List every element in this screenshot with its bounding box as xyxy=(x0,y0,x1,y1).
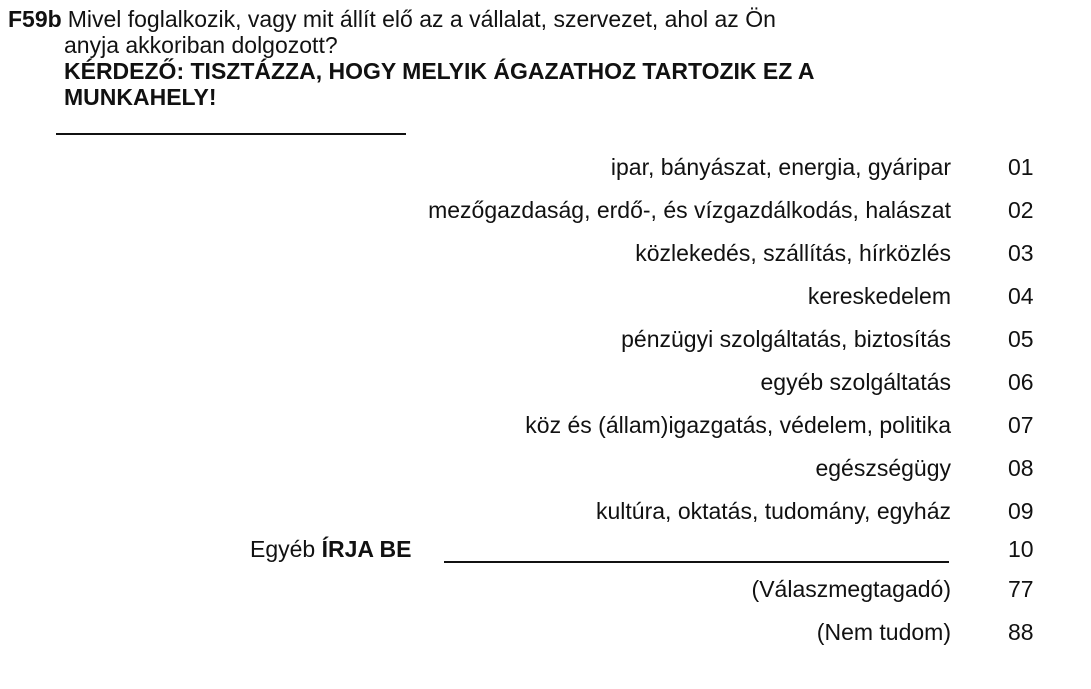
option-label-01: ipar, bányászat, energia, gyáripar xyxy=(610,154,951,180)
option-label-05: pénzügyi szolgáltatás, biztosítás xyxy=(621,326,951,352)
option-label-04: kereskedelem xyxy=(807,283,951,309)
option-label-09: kultúra, oktatás, tudomány, egyház xyxy=(596,498,951,524)
question-id: F59b xyxy=(8,6,62,32)
write-in-line[interactable] xyxy=(444,561,949,563)
option-code-01[interactable]: 01 xyxy=(1008,154,1034,180)
option-code-03[interactable]: 03 xyxy=(1008,240,1034,266)
option-code-10[interactable]: 10 xyxy=(1008,536,1034,562)
option-code-06[interactable]: 06 xyxy=(1008,369,1034,395)
dont-know-label: (Nem tudom) xyxy=(816,619,951,645)
interviewer-instruction-2: MUNKAHELY! xyxy=(64,84,217,110)
option-label-02: mezőgazdaság, erdő-, és vízgazdálkodás, halászat xyxy=(428,197,951,223)
option-code-02[interactable]: 02 xyxy=(1008,197,1034,223)
option-code-77[interactable]: 77 xyxy=(1008,576,1034,602)
option-label-06: egyéb szolgáltatás xyxy=(760,369,951,395)
question-text-2: anyja akkoriban dolgozott? xyxy=(64,32,338,58)
option-code-08[interactable]: 08 xyxy=(1008,455,1034,481)
question-header xyxy=(8,6,1068,110)
option-label-03: közlekedés, szállítás, hírközlés xyxy=(635,240,951,266)
other-label: Egyéb xyxy=(250,536,316,562)
interviewer-instruction-1: KÉRDEZŐ: TISZTÁZZA, HOGY MELYIK ÁGAZATHOZ TARTOZIK EZ A xyxy=(64,58,815,84)
option-code-05[interactable]: 05 xyxy=(1008,326,1034,352)
option-code-04[interactable]: 04 xyxy=(1008,283,1034,309)
refusal-label: (Válaszmegtagadó) xyxy=(751,576,951,602)
question-line-1 xyxy=(8,6,1068,32)
option-code-88[interactable]: 88 xyxy=(1008,619,1034,645)
option-label-07: köz és (állam)igazgatás, védelem, politika xyxy=(525,412,951,438)
other-option xyxy=(250,535,412,563)
question-text-1: Mivel foglalkozik, vagy mit állít elő az a vállalat, szervezet, ahol az Ön xyxy=(67,6,776,32)
option-code-09[interactable]: 09 xyxy=(1008,498,1034,524)
option-label-08: egészségügy xyxy=(815,455,951,481)
option-code-07[interactable]: 07 xyxy=(1008,412,1034,438)
write-in-instruction: ÍRJA BE xyxy=(321,536,412,562)
instruction-underline xyxy=(56,133,406,135)
